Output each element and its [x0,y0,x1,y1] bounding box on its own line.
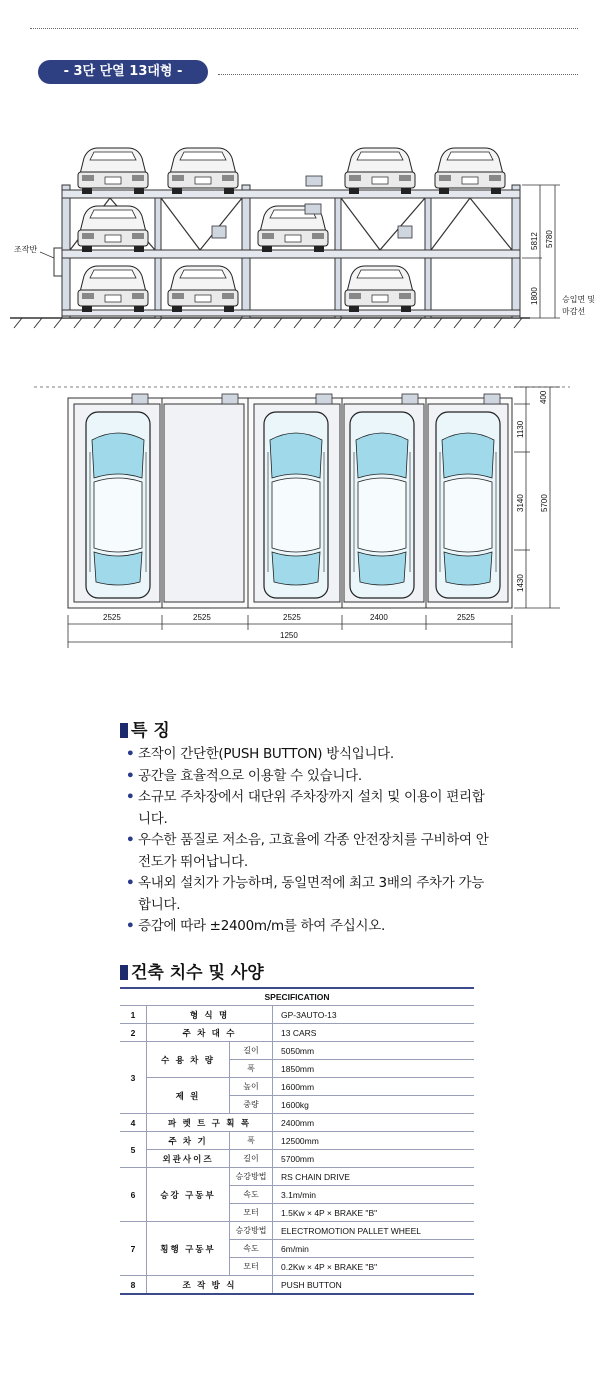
feature-item: • 소규모 주차장에서 대단위 주차장까지 설치 및 이용이 편리합니다. [124,787,494,830]
spec-table [120,987,474,1295]
table-row: 모터 0.2Kw × 4P × BRAKE "B" [120,1258,474,1276]
title-dotted-rule [218,74,578,75]
table-row: 2 주 차 대 수 13 CARS [120,1024,474,1042]
table-row: 폭 1850mm [120,1060,474,1078]
spec-heading: 건축 치수 및 사양 [120,958,264,983]
elevation-drawing [0,130,608,350]
dim-bottom-4: 2400 [370,613,388,622]
square-bullet-icon [120,965,128,980]
page-title: - 3단 단열 13대형 - [38,60,208,84]
dim-right-3: 3140 [516,494,525,512]
dim-right-4: 1430 [516,574,525,592]
dim-upper: 5812 [530,232,539,250]
features-list [124,744,494,938]
feature-item: • 조작이 간단한(PUSH BUTTON) 방식입니다. [124,744,494,766]
table-row: 3 수 용 차 량 길이 5050mm [120,1042,474,1060]
features-heading: 특 징 [120,716,170,741]
top-dotted-rule [30,28,578,29]
plan-drawing [0,380,608,660]
table-row: 5 주 차 기 폭 12500mm [120,1132,474,1150]
dim-total-depth: 5700 [540,494,549,512]
feature-item: • 증감에 따라 ±2400m/m를 하여 주십시오. [124,916,494,938]
table-row: 4 파 렛 트 구 획 폭 2400mm [120,1114,474,1132]
table-row: 7 횡행 구동부 승강방법 ELECTROMOTION PALLET WHEEL [120,1222,474,1240]
dim-lower: 1800 [530,287,539,305]
label-floor: 승입면 및 [562,295,596,304]
table-row: 8 조 작 방 식 PUSH BUTTON [120,1276,474,1295]
feature-item: • 우수한 품질로 저소음, 고효율에 각종 안전장치를 구비하여 안전도가 뛰어납니다. [124,830,494,873]
dim-bottom-2: 2525 [193,613,211,622]
label-control-panel: 조작반 [14,245,38,254]
table-row: 속도 6m/min [120,1240,474,1258]
table-row: 6 승강 구동부 승강방법 RS CHAIN DRIVE [120,1168,474,1186]
feature-item: • 공간을 효율적으로 이용할 수 있습니다. [124,766,494,788]
table-row: 외관사이즈 길이 5700mm [120,1150,474,1168]
dim-right-2: 1130 [516,420,525,438]
table-row: 제 원 높이 1600mm [120,1078,474,1096]
dim-total-width: 1250 [280,631,298,640]
dim-total-height: 5780 [545,230,554,248]
dim-bottom-1: 2525 [103,613,121,622]
table-row: 중량 1600kg [120,1096,474,1114]
table-row: 모터 1.5Kw × 4P × BRAKE "B" [120,1204,474,1222]
square-bullet-icon [120,723,128,738]
spec-table-title: SPECIFICATION [120,988,474,1006]
feature-item: • 옥내외 설치가 가능하며, 동일면적에 최고 3배의 주차가 가능합니다. [124,873,494,916]
dim-bottom-5: 2525 [457,613,475,622]
table-row: 속도 3.1m/min [120,1186,474,1204]
table-row: 1 형 식 명 GP-3AUTO-13 [120,1006,474,1024]
label-floor-finish: 마감선 [562,307,586,316]
dim-right-1: 400 [539,390,548,404]
dim-bottom-3: 2525 [283,613,301,622]
